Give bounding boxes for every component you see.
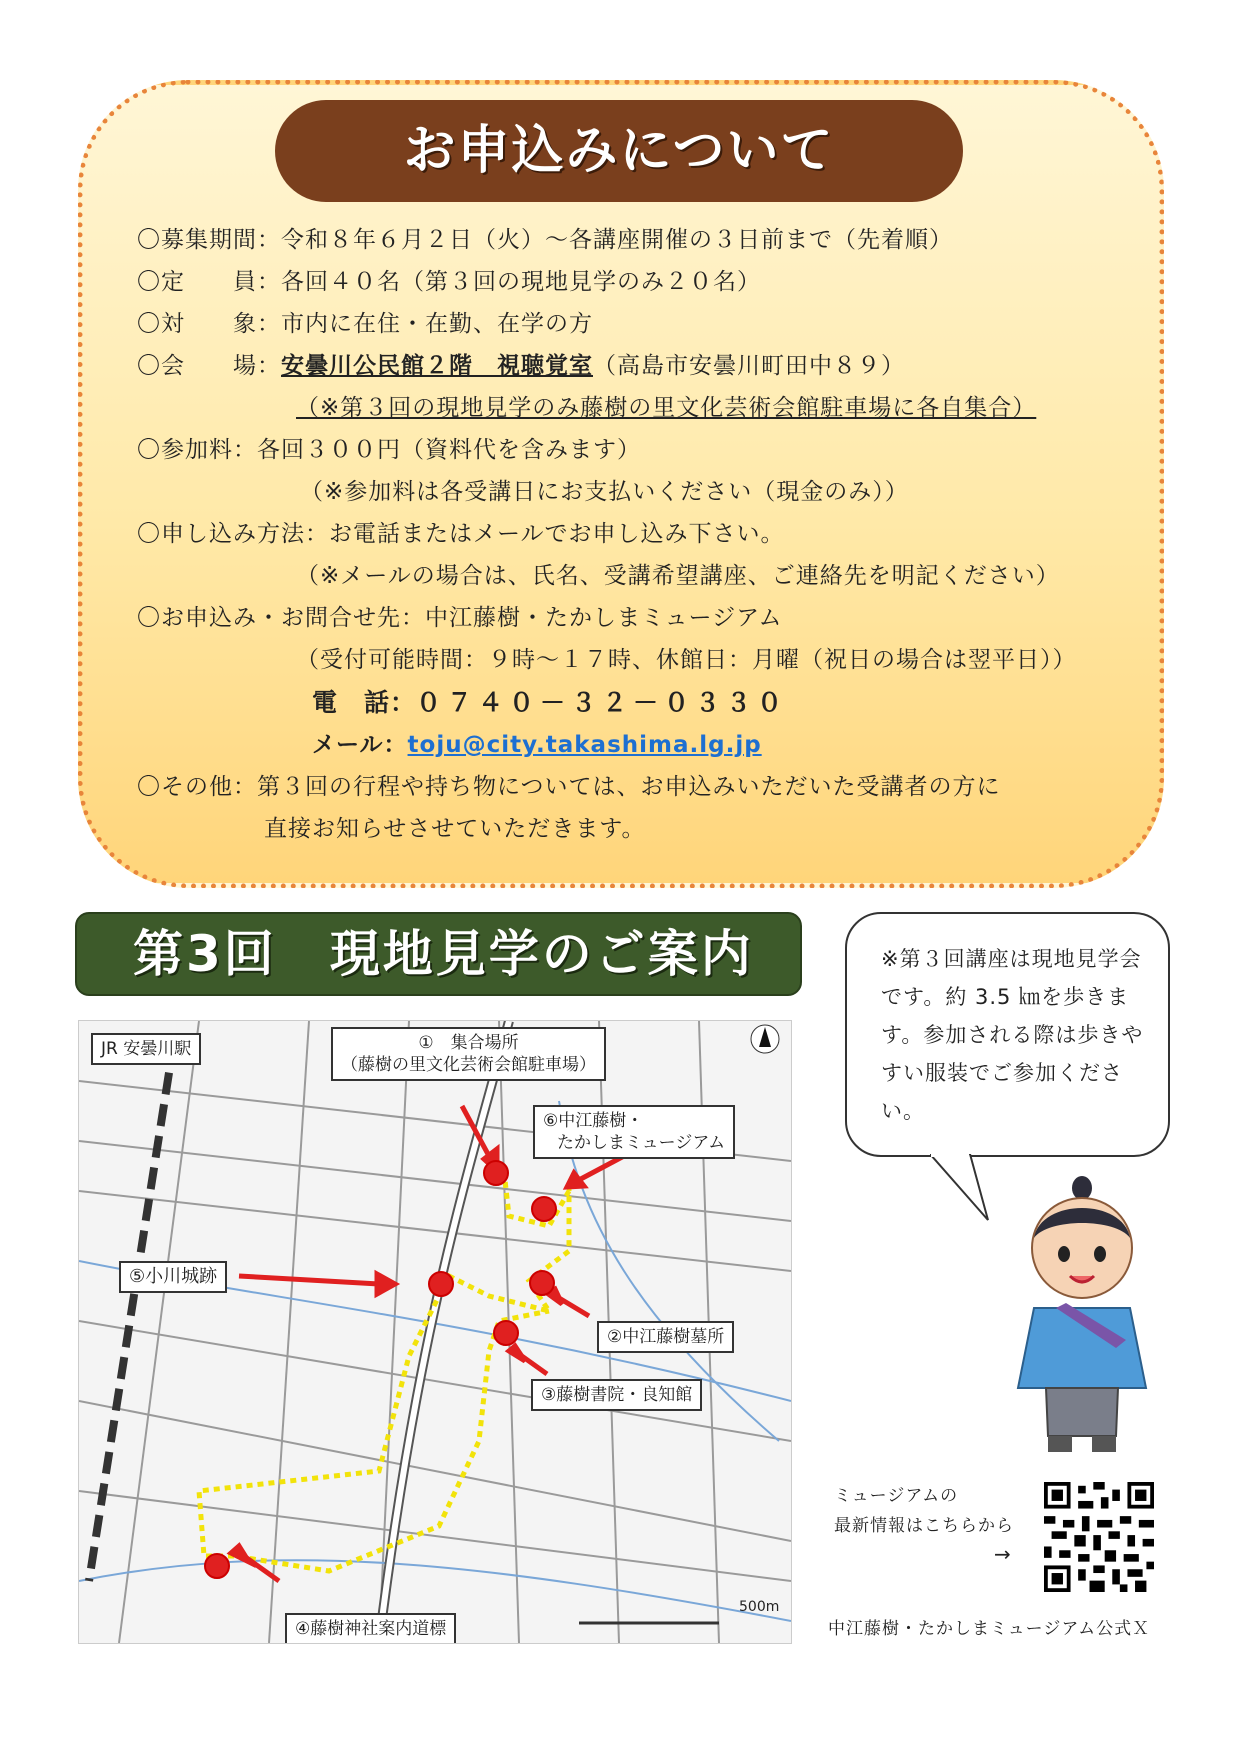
venue-name: 安曇川公民館２階 視聴覚室	[281, 353, 593, 379]
venue-label: 〇会 場：	[137, 353, 281, 379]
fee-note: （※参加料は各受講日にお支払いください（現金のみ））	[300, 479, 909, 505]
qr-code[interactable]	[1044, 1482, 1154, 1592]
speech-bubble-tail	[930, 1154, 1000, 1224]
point-1-label	[331, 1027, 606, 1081]
point-6-detail: たかしまミュージアム	[557, 1133, 726, 1153]
point-5-marker	[429, 1272, 453, 1296]
speech-bubble: ※第３回講座は現地見学会です。約 3.5 ㎞を歩きます。参加される際は歩きやすい服装でご参加ください。	[845, 912, 1170, 1157]
qr-caption-line2: 最新情報はこちらから	[834, 1516, 1014, 1536]
email-link[interactable]: toju@city.takashima.lg.jp	[407, 732, 762, 758]
point-2-marker	[530, 1271, 554, 1295]
point-3-marker	[494, 1321, 518, 1345]
point-1-detail: （藤樹の里文化芸術会館駐車場）	[341, 1055, 596, 1075]
route-map	[78, 1020, 792, 1644]
point-4-marker	[205, 1554, 229, 1578]
scale-label: 500m	[739, 1599, 780, 1615]
walking-route	[199, 1171, 569, 1571]
official-x-account-label: 中江藤樹・たかしまミュージアム公式Ｘ	[828, 1619, 1151, 1639]
contact: 〇お申込み・お問合せ先：中江藤樹・たかしまミュージアム	[137, 605, 783, 631]
point-4-label: ④藤樹神社案内道標	[285, 1613, 456, 1644]
venue-note: （※第３回の現地見学のみ藤樹の里文化芸術会館駐車場に各自集合）	[296, 395, 1037, 421]
fee: 〇参加料：各回３００円（資料代を含みます）	[137, 437, 641, 463]
qr-arrow-icon: →	[994, 1542, 1012, 1566]
venue-address: （高島市安曇川町田中８９）	[593, 353, 905, 379]
point-5-label: ⑤小川城跡	[119, 1261, 227, 1293]
point-3-label: ③藤樹書院・良知館	[531, 1379, 702, 1411]
point-6-label	[533, 1105, 735, 1159]
email-label: メール：	[312, 732, 408, 758]
tour-title: 第3回 現地見学のご案内	[75, 912, 802, 996]
phone-label: 電 話：	[312, 688, 417, 717]
venue-line	[137, 351, 905, 381]
point-1-marker	[484, 1161, 508, 1185]
target: 〇対 象：市内に在住・在勤、在学の方	[137, 311, 593, 337]
character-illustration	[1006, 1168, 1158, 1458]
other-info-cont: 直接お知らせさせていただきます。	[264, 816, 646, 842]
application-method: 〇申し込み方法：お電話またはメールでお申し込み下さい。	[137, 521, 785, 547]
other-info: 〇その他：第３回の行程や持ち物については、お申込みいただいた受講者の方に	[137, 774, 1001, 800]
email-line	[312, 730, 762, 760]
point-1-name: ① 集合場所	[418, 1033, 519, 1053]
capacity: 〇定 員：各回４０名（第３回の現地見学のみ２０名）	[137, 269, 761, 295]
qr-caption-line1: ミュージアムの	[834, 1486, 959, 1506]
point-2-label: ②中江藤樹墓所	[597, 1321, 734, 1353]
recruitment-period: 〇募集期間：令和８年６月２日（火）～各講座開催の３日前まで（先着順）	[137, 227, 953, 253]
point-6-marker	[532, 1197, 556, 1221]
phone-line	[312, 688, 788, 718]
phone-number[interactable]: ０７４０－３２－０３３０	[416, 688, 789, 717]
point-6-name: ⑥中江藤樹・	[543, 1111, 644, 1131]
reception-hours: （受付可能時間：９時～１７時、休館日：月曜（祝日の場合は翌平日））	[296, 647, 1077, 673]
station-label: JR 安曇川駅	[91, 1033, 201, 1065]
application-title: お申込みについて	[275, 100, 963, 202]
email-note: （※メールの場合は、氏名、受講希望講座、ご連絡先を明記ください）	[296, 563, 1060, 589]
